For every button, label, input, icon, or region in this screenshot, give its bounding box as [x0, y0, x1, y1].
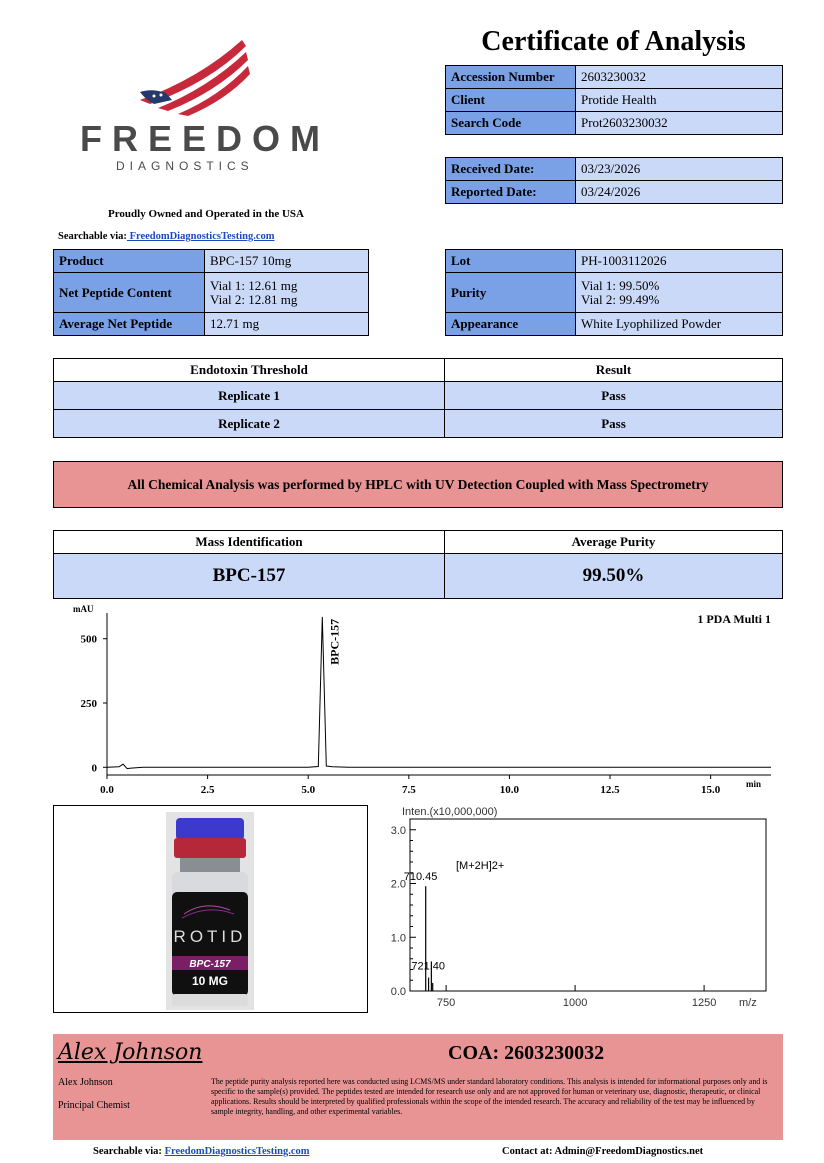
lot-value: PH-1003112026	[576, 250, 783, 273]
logo	[70, 38, 330, 178]
appearance-value: White Lyophilized Powder	[576, 313, 783, 336]
ms-y-tick-label: 0.0	[390, 986, 406, 998]
hplc-x-tick-label: 12.5	[600, 784, 620, 796]
replicate-name: Replicate 1	[54, 382, 445, 410]
footer-searchable-link[interactable]: FreedomDiagnosticsTesting.com	[164, 1146, 310, 1157]
brand-sub: DIAGNOSTICS	[116, 159, 254, 173]
tagline: Proudly Owned and Operated in the USA	[108, 208, 304, 220]
table-row	[54, 313, 369, 336]
signature: Alex Johnson	[58, 1040, 203, 1065]
vial-brand: ROTID	[173, 927, 247, 946]
searchable-prefix: Searchable via:	[58, 231, 127, 242]
analysis-banner: All Chemical Analysis was performed by HPLC with UV Detection Coupled with Mass Spectrometry	[53, 461, 783, 508]
purity-value	[576, 273, 783, 313]
product-label: Product	[54, 250, 205, 273]
reported-label: Reported Date:	[446, 181, 576, 204]
table-row	[446, 250, 783, 273]
npc-vial1: Vial 1: 12.61 mg	[210, 277, 298, 293]
table-row	[446, 112, 783, 135]
table-row	[446, 273, 783, 313]
signer-name: Alex Johnson	[58, 1077, 113, 1088]
searchable-link[interactable]: FreedomDiagnosticsTesting.com	[126, 231, 275, 242]
search-code-value: Prot2603230032	[576, 112, 783, 135]
result-header: Result	[445, 359, 783, 382]
received-value: 03/23/2026	[576, 158, 783, 181]
avg-purity-header: Average Purity	[445, 531, 783, 554]
table-row	[54, 410, 783, 438]
endotoxin-table	[53, 358, 783, 438]
table-row	[446, 158, 783, 181]
table-row	[54, 273, 369, 313]
mass-spectrum	[372, 803, 784, 1015]
hplc-y-tick-label: 500	[80, 633, 97, 646]
ms-ion-label: [M+2H]2+	[456, 860, 505, 872]
client-label: Client	[446, 89, 576, 112]
npc-value	[205, 273, 369, 313]
searchable-header	[58, 231, 275, 242]
ms-x-tick-label: 1250	[691, 997, 717, 1009]
hplc-ylabel: mAU	[73, 604, 94, 614]
purity-label: Purity	[446, 273, 576, 313]
purity-vial2: Vial 2: 99.49%	[581, 291, 660, 307]
table-row	[54, 382, 783, 410]
ms-xunit: m/z	[739, 997, 757, 1009]
purity-vial1: Vial 1: 99.50%	[581, 277, 660, 293]
hplc-x-tick-label: 15.0	[701, 784, 721, 796]
footer-panel	[53, 1034, 783, 1140]
disclaimer: The peptide purity analysis reported here was conducted using LCMS/MS under standard laboratory conditions. This analysis is intended for informational purposes only and is specific to the sample(s) provided. The peptides tested are intended for research use only and are not approved for human or veterinary use, diagnostic, therapeutic, or clinical applications. Results should be interpreted by qualified professionals within the scope of the intended research. The accuracy and reliability of the test may be influenced by sample integrity, handling, and other experimental variables.	[211, 1077, 768, 1116]
table-row	[54, 250, 369, 273]
hplc-x-tick-label: 0.0	[100, 784, 114, 796]
hplc-peak-label: BPC-157	[327, 618, 342, 665]
table-row	[54, 554, 783, 599]
hplc-x-tick-label: 10.0	[499, 784, 520, 796]
table-row	[446, 181, 783, 204]
table-row	[446, 313, 783, 336]
hplc-x-tick-label: 7.5	[401, 784, 416, 796]
hplc-chromatogram	[53, 603, 783, 798]
signer-role: Principal Chemist	[58, 1100, 130, 1111]
product-table	[53, 249, 369, 336]
footer-searchable-prefix: Searchable via:	[93, 1146, 162, 1157]
ms-y-tick-label: 3.0	[390, 824, 406, 837]
hplc-x-tick-label: 5.0	[301, 784, 316, 796]
vial-photo-frame	[53, 805, 368, 1013]
avg-value: 12.71 mg	[205, 313, 369, 336]
replicate-result: Pass	[445, 382, 783, 410]
lot-table	[445, 249, 783, 336]
table-row	[54, 359, 783, 382]
dates-table	[445, 157, 783, 204]
coa-number: COA: 2603230032	[448, 1042, 605, 1064]
table-row	[446, 89, 783, 112]
mass-table	[53, 530, 783, 599]
accession-value: 2603230032	[576, 66, 783, 89]
ms-ylabel: Inten.(x10,000,000)	[402, 806, 498, 818]
reported-value: 03/24/2026	[576, 181, 783, 204]
ms-x-tick-label: 1000	[562, 997, 588, 1009]
npc-label: Net Peptide Content	[54, 273, 205, 313]
hplc-x-tick-label: 2.5	[200, 784, 215, 796]
ms-y-tick-label: 2.0	[390, 878, 406, 891]
ms-peak1-label: 710.45	[403, 871, 438, 884]
hplc-y-tick-label: 250	[80, 698, 97, 710]
search-code-label: Search Code	[446, 112, 576, 135]
accession-label: Accession Number	[446, 66, 576, 89]
avg-label: Average Net Peptide	[54, 313, 205, 336]
endotoxin-header: Endotoxin Threshold	[54, 359, 445, 382]
page-title: Certificate of Analysis	[481, 26, 746, 57]
mass-id-value: BPC-157	[54, 554, 445, 599]
ms-x-tick-label: 750	[436, 997, 456, 1009]
vial-dose: 10 MG	[191, 974, 229, 988]
accession-table	[445, 65, 783, 135]
mass-id-header: Mass Identification	[54, 531, 445, 554]
replicate-result: Pass	[445, 410, 783, 438]
ms-y-tick-label: 1.0	[390, 932, 406, 945]
lot-label: Lot	[446, 250, 576, 273]
vial-product: BPC-157	[189, 959, 231, 970]
ms-plot-frame	[410, 819, 766, 991]
vial-photo	[54, 806, 369, 1014]
ms-peak2-label: 721.40	[411, 960, 446, 973]
replicate-name: Replicate 2	[54, 410, 445, 438]
hplc-trace	[107, 617, 771, 769]
flag-swoosh-icon	[70, 38, 320, 118]
hplc-legend: 1 PDA Multi 1	[697, 612, 771, 626]
product-value: BPC-157 10mg	[205, 250, 369, 273]
hplc-y-tick-label: 0	[91, 762, 97, 775]
brand-name: FREEDOM	[80, 118, 330, 159]
table-row	[54, 531, 783, 554]
footer-contact: Contact at: Admin@FreedomDiagnostics.net	[502, 1146, 704, 1157]
table-row	[446, 66, 783, 89]
hplc-xunit: min	[746, 779, 762, 789]
appearance-label: Appearance	[446, 313, 576, 336]
avg-purity-value: 99.50%	[445, 554, 783, 599]
client-value: Protide Health	[576, 89, 783, 112]
received-label: Received Date:	[446, 158, 576, 181]
npc-vial2: Vial 2: 12.81 mg	[210, 291, 298, 307]
footer-searchable	[93, 1146, 310, 1157]
